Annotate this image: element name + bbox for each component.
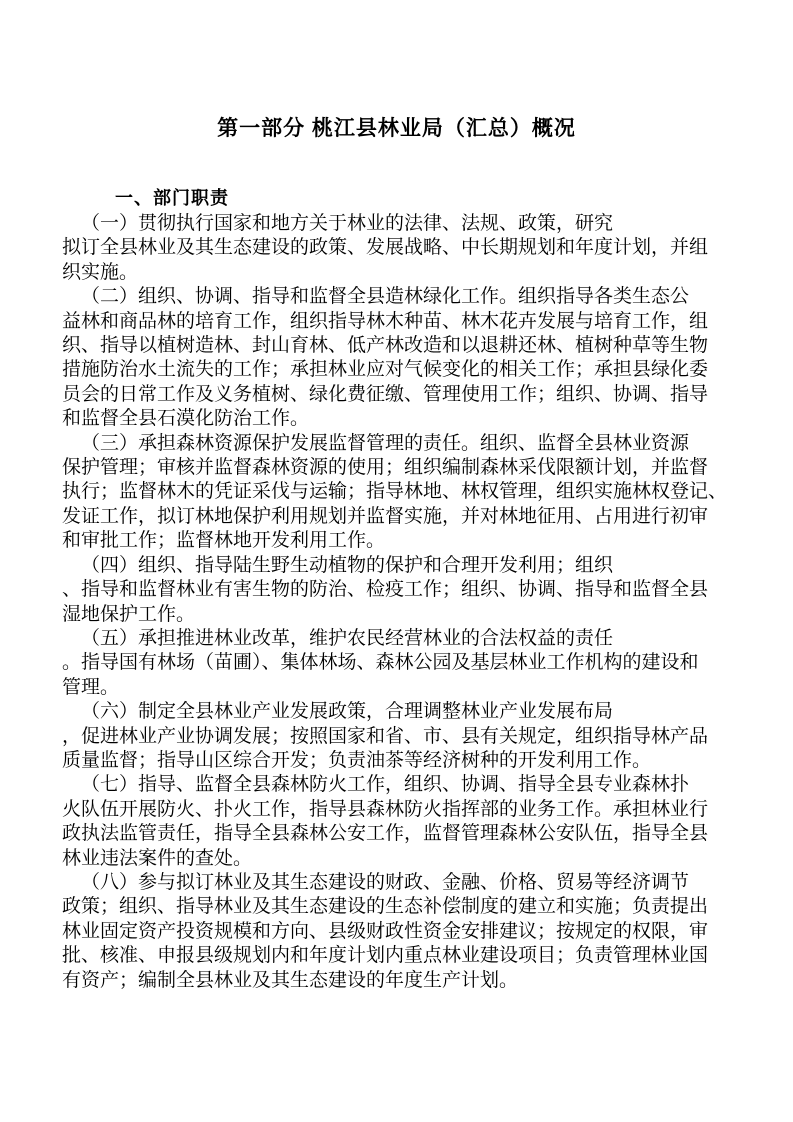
- text-line: 、指导和监督林业有害生物的防治、检疫工作；组织、协调、指导和监督全县: [62, 579, 709, 601]
- paragraph: [62, 554, 738, 627]
- text-line: （八）参与拟订林业及其生态建设的财政、金融、价格、贸易等经济调节: [81, 871, 690, 893]
- text-line: 执行；监督林木的凭证采伐与运输；指导林地、林权管理，组织实施林权登记、: [62, 481, 728, 503]
- paragraph: [62, 871, 738, 993]
- text-line: 和监督全县石漠化防治工作。: [62, 408, 310, 430]
- text-line: （五）承担推进林业改革，维护农民经营林业的合法权益的责任: [81, 627, 614, 649]
- text-line: 政执法监管责任，指导全县森林公安工作，监督管理森林公安队伍，指导全县: [62, 823, 709, 845]
- text-line: 益林和商品林的培育工作，组织指导林木种苗、林木花卉发展与培育工作，组: [62, 310, 709, 332]
- paragraph: [62, 212, 738, 285]
- text-line: 政策；组织、指导林业及其生态建设的生态补偿制度的建立和实施；负责提出: [62, 896, 709, 918]
- text-line: 质量监督；指导山区综合开发；负责油茶等经济树种的开发利用工作。: [62, 749, 652, 771]
- text-line: 管理。: [62, 676, 120, 698]
- text-line: 员会的日常工作及义务植树、绿化费征缴、管理使用工作；组织、协调、指导: [62, 383, 709, 405]
- text-line: ，促进林业产业协调发展；按照国家和省、市、县有关规定，组织指导林产品: [62, 725, 709, 747]
- text-line: （四）组织、指导陆生野生动植物的保护和合理开发利用；组织: [81, 554, 614, 576]
- text-line: 和审批工作；监督林地开发利用工作。: [62, 530, 386, 552]
- text-line: 发证工作，拟订林地保护利用规划并监督实施，并对林地征用、占用进行初审: [62, 505, 709, 527]
- text-line: 拟订全县林业及其生态建设的政策、发展战略、中长期规划和年度计划，并组: [62, 237, 709, 259]
- paragraph: [62, 432, 738, 554]
- text-line: 织实施。: [62, 261, 139, 283]
- paragraph: [62, 700, 738, 773]
- text-line: 林业违法案件的查处。: [62, 847, 253, 869]
- text-line: 批、核准、申报县级规划内和年度计划内重点林业建设项目；负责管理林业国: [62, 945, 709, 967]
- text-line: 措施防治水土流失的工作；承担林业应对气候变化的相关工作；承担县绿化委: [62, 359, 709, 381]
- text-line: 有资产；编制全县林业及其生态建设的年度生产计划。: [62, 969, 519, 991]
- section-heading: 一、部门职责: [115, 188, 229, 208]
- text-line: （三）承担森林资源保护发展监督管理的责任。组织、监督全县林业资源: [81, 432, 690, 454]
- paragraph: [62, 285, 738, 431]
- text-line: 保护管理；审核并监督森林资源的使用；组织编制森林采伐限额计划，并监督: [62, 457, 709, 479]
- paragraph: [62, 627, 738, 700]
- text-line: 湿地保护工作。: [62, 603, 196, 625]
- text-line: 。指导国有林场（苗圃）、集体林场、森林公园及基层林业工作机构的建设和: [62, 652, 699, 674]
- text-line: （一）贯彻执行国家和地方关于林业的法律、法规、政策，研究: [81, 213, 614, 234]
- text-line: 织、指导以植树造林、封山育林、低产林改造和以退耕还林、植树种草等生物: [62, 335, 709, 357]
- text-line: 火队伍开展防火、扑火工作，指导县森林防火指挥部的业务工作。承担林业行: [62, 798, 709, 820]
- text-line: 林业固定资产投资规模和方向、县级财政性资金安排建议；按规定的权限，审: [62, 920, 709, 942]
- text-line: （七）指导、监督全县森林防火工作，组织、协调、指导全县专业森林扑: [81, 774, 690, 796]
- paragraph: [62, 773, 738, 871]
- document-body: [62, 212, 738, 993]
- text-line: （六）制定全县林业产业发展政策，合理调整林业产业发展布局: [81, 701, 614, 723]
- text-line: （二）组织、协调、指导和监督全县造林绿化工作。组织指导各类生态公: [81, 286, 690, 308]
- document-title: 第一部分 桃江县林业局（汇总）概况: [217, 117, 576, 140]
